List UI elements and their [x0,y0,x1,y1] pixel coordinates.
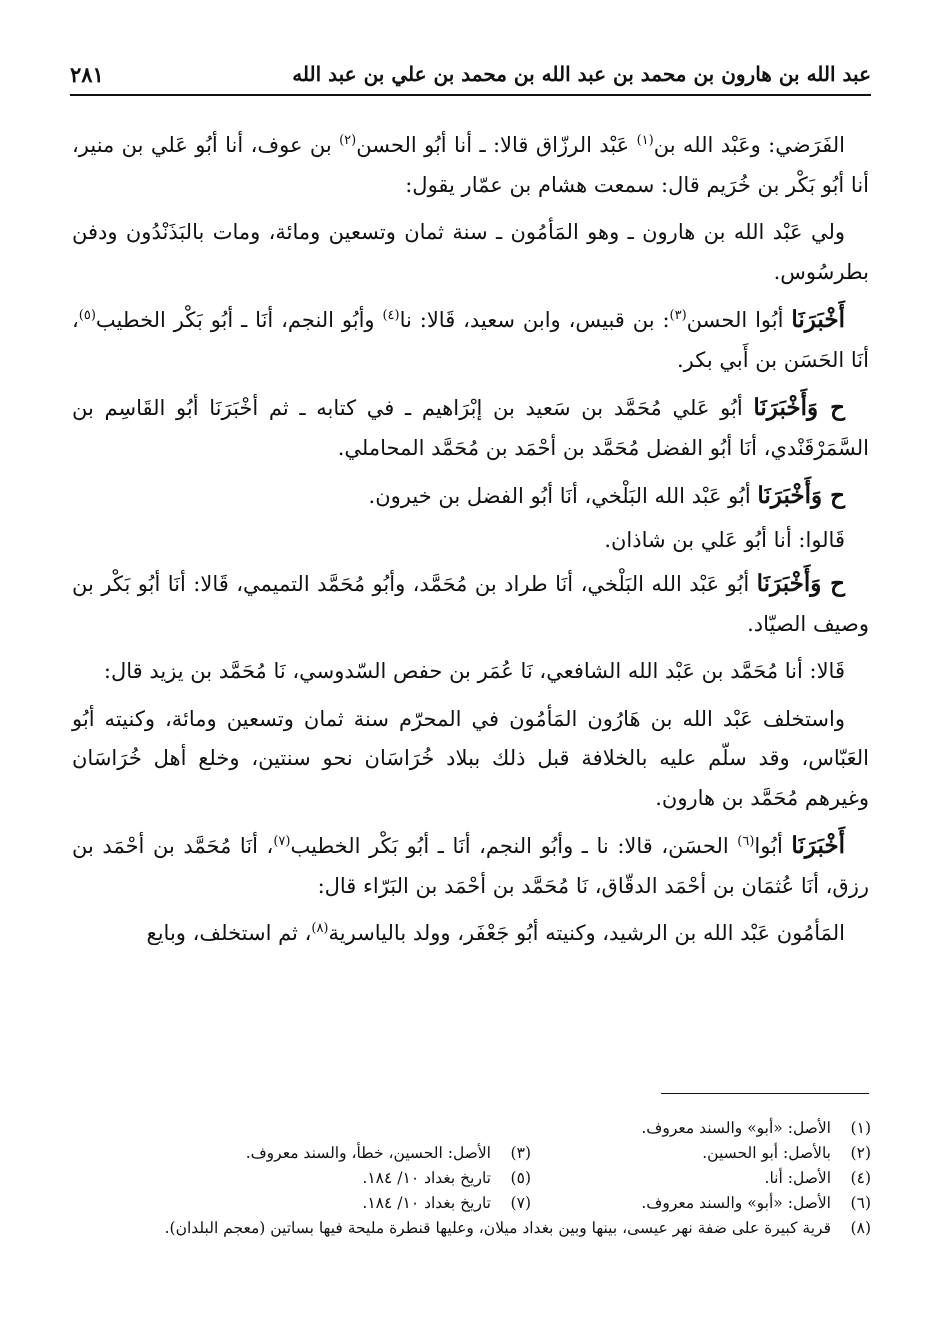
footnote-separator [661,1093,869,1094]
footnote-row [90,1191,871,1216]
paragraph-9: واستخلف عَبْد الله بن هَارُون المَأمُون في المحرّم سنة ثمان وتسعين ومائة، وكنيته أبُو العَبّاس، وقد سلّم عليه بالخلافة قبل ذلك ببلاد خُرَاسَان نحو سنتين، وخلع أهل خُرَاسَان وغيرهم مُحَمَّد بن هارون. [72,706,869,810]
footnote-5 [191,1166,531,1191]
footnote-marker-3[interactable]: (٣) [669,308,687,323]
text-run: بن عوف، أنا أبُو عَلي بن منير، أنا أبُو بَكْر بن خُرَيم قال: سمعت هشام بن عمّار يقول: [72,133,869,197]
footnote-row [90,1116,871,1141]
footnote-marker-8[interactable]: (٨) [311,921,329,936]
footnote-6 [531,1191,871,1216]
footnote-row [90,1166,871,1191]
paragraph-11 [72,914,869,954]
text-run: عَبْد الرزّاق قالا: ـ أنا أبُو الحسن [356,133,637,157]
text-run: أبُو عَبْد الله البَلْخي، أنَا أبُو الفضل بن خيرون. [368,484,758,508]
footnote-2 [531,1141,871,1166]
footnote-marker-7[interactable]: (٧) [273,834,291,849]
footnote-4 [531,1166,871,1191]
footnote-text: الأصل: «أبو» والسند معروف. [641,1194,831,1212]
footnotes [90,1116,871,1241]
footnote-marker-5[interactable]: (٥) [78,308,96,323]
footnote-row [90,1216,871,1241]
isnad-keyword: أَخْبَرَنَا [791,832,846,859]
paragraph-6: قَالوا: أنا أبُو عَلي بن شاذان. [604,527,845,552]
text-run: أبُو عَبْد الله البَلْخي، أنَا طراد بن مُحَمَّد، وأبُو مُحَمَّد التميمي، قَالا: أنَا أبُو بَكْر بن وصيف الصيّاد. [72,572,869,636]
text-run: أبُوا [754,834,792,858]
footnote-marker-4[interactable]: (٤) [382,308,400,323]
footnote-row [90,1141,871,1166]
footnote-number: (٥) [510,1169,531,1187]
footnote-text: الأصل: «أبو» والسند معروف. [641,1119,831,1137]
footnote-number: (٤) [850,1169,871,1187]
paragraph-4 [72,388,869,468]
footnote-number: (٨) [850,1219,871,1237]
text-run: ، أنَا الحَسَن بن أَبي بكر. [72,308,869,372]
footnote-number: (٣) [510,1144,531,1162]
main-text [72,126,869,962]
footnote-text: الأصل: أنا. [764,1169,831,1187]
text-run: ، أنَا مُحَمَّد بن أحْمَد بن رزق، أنَا عُثمَان بن أحْمَد الدقّاق، نَا مُحَمَّد بن أحْمَد بن البَرّاء قال: [72,834,869,898]
footnote-3 [191,1141,531,1166]
footnote-8 [165,1216,871,1241]
footnote-7 [191,1191,531,1216]
paragraph-10 [72,826,869,906]
footnote-marker-6[interactable]: (٦) [737,834,755,849]
footnote-marker-1[interactable]: (١) [636,133,654,148]
running-title: عبد الله بن هارون بن محمد بن عبد الله بن محمد بن علي بن عبد الله [292,62,871,86]
page-number: ٢٨١ [70,62,104,87]
isnad-keyword: ح وَأَخْبَرَنَا [756,570,845,597]
page-header [70,58,871,96]
footnote-number: (١) [850,1119,871,1137]
text-run: الفَرَضي: وعَبْد الله بن [653,133,845,157]
footnote-text: قرية كبيرة على ضفة نهر عيسى، بينها وبين بغداد ميلان، وعليها قنطرة مليحة فيها بساتين (معجم البلدان). [164,1219,831,1237]
paragraph-1 [72,126,869,205]
paragraph-7 [72,564,869,644]
paragraph-3 [72,300,869,380]
isnad-keyword: أَخْبَرَنَا [791,306,845,333]
text-run: المَأمُون عَبْد الله بن الرشيد، وكنيته أبُو جَعْفَر، وولد بالياسرية [328,921,845,945]
text-run: أبُوا الحسن [686,308,792,332]
isnad-keyword: ح وَأَخْبَرَنَا [757,482,845,509]
paragraph-8: قَالا: أنا مُحَمَّد بن عَبْد الله الشافعي، نَا عُمَر بن حفص السّدوسي، نَا مُحَمَّد بن يزيد قال: [103,659,845,683]
isnad-keyword: ح وَأَخْبَرَنَا [753,394,845,421]
footnote-text: تاريخ بغداد ١٠/ ١٨٤. [362,1169,491,1187]
footnote-number: (٧) [510,1194,531,1212]
text-run: ، ثم استخلف، وبايع [146,921,312,945]
text-run: وأبُو النجم، أنَا ـ أبُو بَكْر الخطيب [95,308,383,332]
footnote-text: الأصل: الحسين، خطأ، والسند معروف. [245,1144,491,1162]
footnote-marker-2[interactable]: (٢) [339,133,357,148]
footnote-text: بالأصل: أبو الحسين. [702,1144,831,1162]
text-run: أبُو عَلي مُحَمَّد بن سَعيد بن إبْرَاهيم ـ في كتابه ـ ثم أخْبَرَنَا أبُو القَاسِم بن السَّمَرْقَنْدي، أنَا أبُو الفضل مُحَمَّد بن أحْمَد بن مُحَمَّد المحاملي. [72,396,869,460]
text-run: الحسَن، قالا: نا ـ وأبُو النجم، أنَا ـ أبُو بَكْر الخطيب [290,834,738,858]
footnote-1 [531,1116,871,1141]
footnote-number: (٢) [850,1144,871,1162]
paragraph-5 [72,476,869,517]
paragraph-2: ولي عَبْد الله بن هارون ـ وهو المَأمُون ـ سنة ثمان وتسعين ومائة، ومات بالبَذَنْدُون ودفن بطرسُوس. [72,220,869,284]
footnote-text: تاريخ بغداد ١٠/ ١٨٤. [362,1194,491,1212]
footnote-number: (٦) [850,1194,871,1212]
text-run: : بن قبيس، وابن سعيد، قَالا: نا [399,308,670,332]
